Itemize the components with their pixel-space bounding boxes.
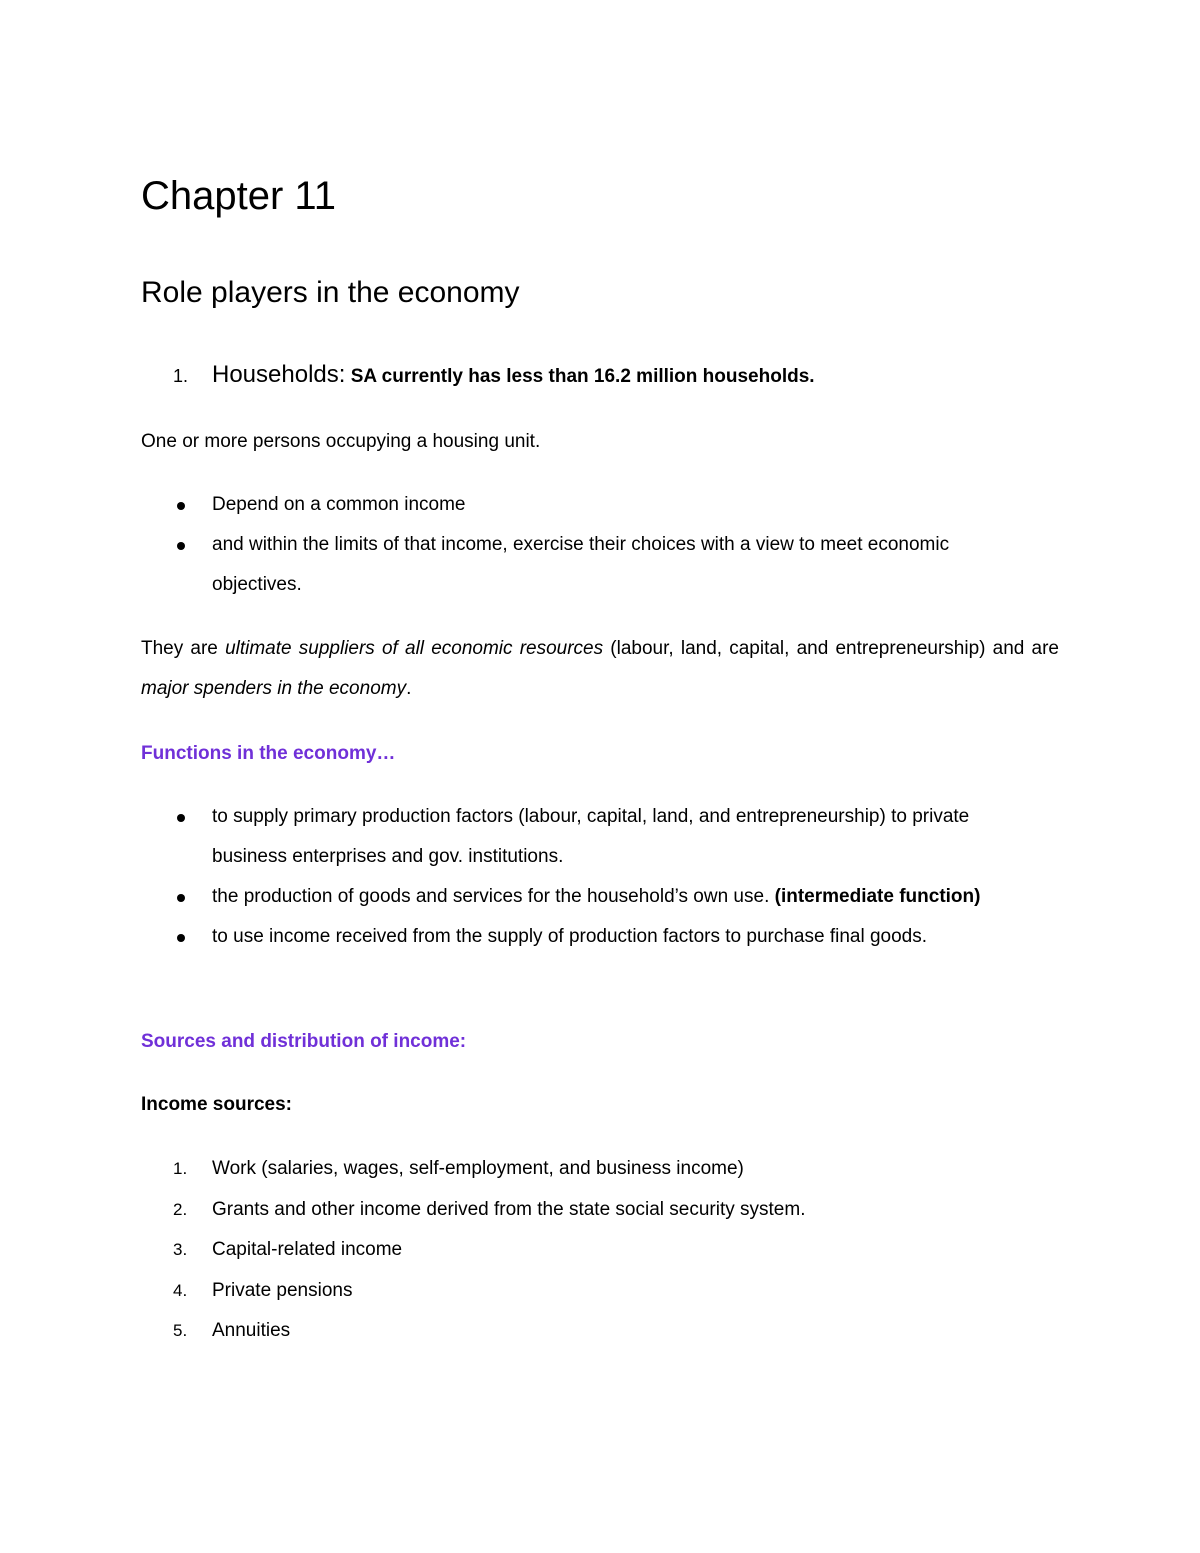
list-item bbox=[141, 485, 1059, 525]
bullet-bold-text: (intermediate function) bbox=[774, 886, 981, 907]
definition-bullet-list bbox=[141, 485, 1059, 605]
bullet-icon bbox=[177, 542, 185, 550]
suppliers-paragraph bbox=[141, 629, 1059, 709]
list-item bbox=[141, 877, 1002, 917]
list-item bbox=[141, 797, 1022, 877]
section-title: Role players in the economy bbox=[141, 276, 520, 309]
list-item bbox=[141, 1311, 1059, 1352]
suppliers-text-2: (labour, land, capital, and entrepreneurship) and are bbox=[603, 638, 1059, 659]
list-text: Annuities bbox=[212, 1320, 291, 1341]
households-item bbox=[141, 358, 1059, 392]
list-item bbox=[141, 917, 1059, 957]
households-item-number: 1. bbox=[173, 366, 189, 386]
households-label: Households: bbox=[212, 361, 346, 388]
suppliers-text-3: . bbox=[406, 678, 412, 699]
list-item bbox=[141, 1271, 1059, 1312]
list-number: 3. bbox=[173, 1240, 188, 1259]
suppliers-text-1: They are bbox=[141, 638, 226, 659]
list-text: Capital-related income bbox=[212, 1239, 403, 1260]
list-number: 1. bbox=[173, 1159, 188, 1178]
income-sources-list bbox=[141, 1149, 1059, 1352]
chapter-title: Chapter 11 bbox=[141, 174, 336, 218]
bullet-text: to use income received from the supply of production factors to purchase final goods. bbox=[212, 926, 928, 947]
households-count-statement: SA currently has less than 16.2 million households. bbox=[345, 366, 815, 387]
suppliers-italic-2: major spenders in the economy bbox=[141, 678, 407, 699]
list-item bbox=[141, 1190, 1059, 1231]
households-item-text bbox=[212, 358, 815, 394]
list-item bbox=[141, 1230, 1059, 1271]
list-text: Grants and other income derived from the state social security system. bbox=[212, 1198, 806, 1220]
bullet-icon bbox=[177, 814, 185, 822]
list-item bbox=[141, 1149, 1059, 1190]
list-text: Work (salaries, wages, self-employment, and business income) bbox=[212, 1158, 744, 1179]
list-item bbox=[141, 525, 1032, 605]
bullet-text: to supply primary production factors (labour, capital, land, and entrepreneurship) to private business enterprises and gov. institutions. bbox=[212, 806, 970, 867]
list-text: Private pensions bbox=[212, 1279, 353, 1301]
suppliers-italic-1: ultimate suppliers of all economic resources bbox=[225, 638, 604, 659]
household-definition: One or more persons occupying a housing unit. bbox=[141, 431, 541, 452]
income-sources-heading: Income sources: bbox=[141, 1094, 292, 1115]
bullet-text: the production of goods and services for the household’s own use. bbox=[212, 886, 775, 907]
bullet-icon bbox=[177, 934, 185, 942]
bullet-text: Depend on a common income bbox=[212, 494, 466, 515]
bullet-icon bbox=[177, 502, 185, 510]
list-number: 5. bbox=[173, 1321, 188, 1340]
bullet-icon bbox=[177, 894, 185, 902]
functions-heading: Functions in the economy… bbox=[141, 743, 396, 764]
list-number: 4. bbox=[173, 1280, 188, 1300]
list-number: 2. bbox=[173, 1199, 188, 1219]
functions-bullet-list bbox=[141, 797, 1059, 957]
bullet-text: and within the limits of that income, exercise their choices with a view to meet economic objectives. bbox=[212, 534, 950, 595]
sources-heading: Sources and distribution of income: bbox=[141, 1031, 467, 1052]
